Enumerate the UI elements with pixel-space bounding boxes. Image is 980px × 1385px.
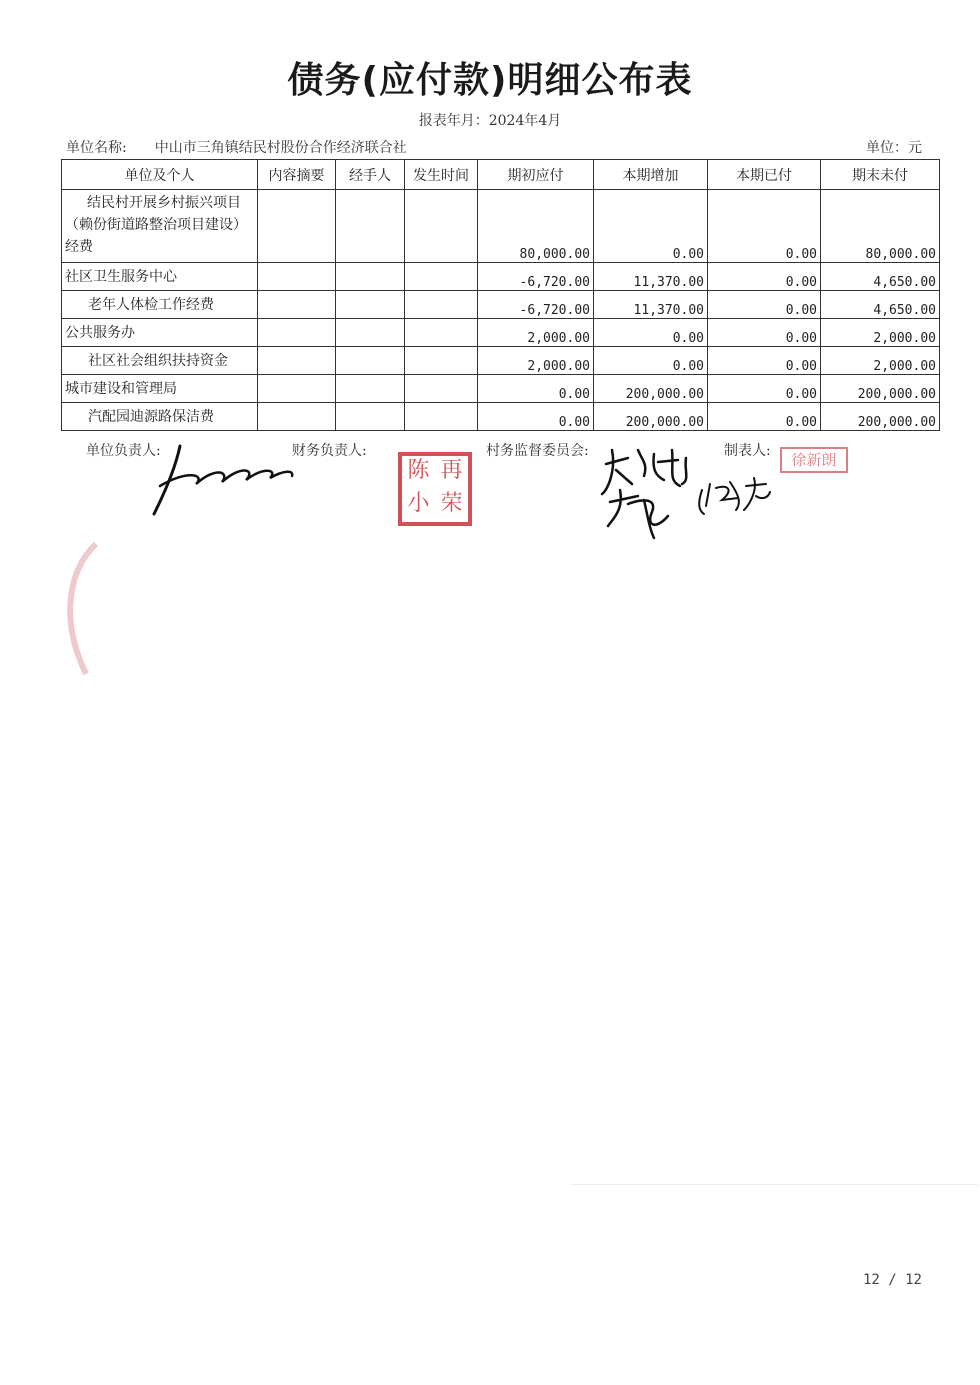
- row-summary: [258, 375, 336, 403]
- row-date: [405, 319, 478, 347]
- row-date: [405, 190, 478, 263]
- table-row: [62, 375, 940, 403]
- row-date: [405, 291, 478, 319]
- preparer-seal: 徐新朗: [780, 447, 848, 473]
- header-opening: 期初应付: [478, 160, 594, 190]
- row-date: [405, 403, 478, 431]
- row-handler: [336, 347, 405, 375]
- unit-name-line: [66, 137, 407, 157]
- row-closing: 200,000.00: [821, 375, 940, 403]
- row-handler: [336, 319, 405, 347]
- personal-seal: [398, 452, 472, 526]
- row-name: 社区社会组织扶持资金: [62, 347, 258, 375]
- row-summary: [258, 291, 336, 319]
- row-opening: 80,000.00: [478, 190, 594, 263]
- header-handler: 经手人: [336, 160, 405, 190]
- footer-line: [570, 1184, 978, 1185]
- seal-arc-mark: [56, 540, 116, 680]
- row-handler: [336, 190, 405, 263]
- currency-unit: 单位：元: [866, 140, 922, 156]
- row-handler: [336, 403, 405, 431]
- finance-head-label: 财务负责人:: [292, 443, 367, 459]
- row-closing: 4,650.00: [821, 263, 940, 291]
- row-opening: 2,000.00: [478, 347, 594, 375]
- row-date: [405, 375, 478, 403]
- row-summary: [258, 347, 336, 375]
- table-header-row: [62, 160, 940, 190]
- row-summary: [258, 319, 336, 347]
- seal-char: 荣: [440, 491, 463, 516]
- unit-head-label: 单位负责人:: [86, 443, 161, 459]
- supervision-committee-label: 村务监督委员会:: [486, 443, 589, 459]
- header-closing: 期末未付: [821, 160, 940, 190]
- table-row: [62, 403, 940, 431]
- page-number: 12 / 12: [862, 1272, 922, 1288]
- report-period: 报表年月：2024年4月: [418, 113, 562, 129]
- row-date: [405, 263, 478, 291]
- seal-char: 陈: [407, 458, 430, 483]
- row-paid: 0.00: [708, 291, 821, 319]
- seal-char: 再: [440, 458, 463, 483]
- row-closing: 80,000.00: [821, 190, 940, 263]
- row-increase: 200,000.00: [594, 375, 708, 403]
- header-summary: 内容摘要: [258, 160, 336, 190]
- row-name: 社区卫生服务中心: [62, 263, 258, 291]
- table-row: [62, 263, 940, 291]
- row-opening: 0.00: [478, 403, 594, 431]
- row-paid: 0.00: [708, 347, 821, 375]
- row-closing: 200,000.00: [821, 403, 940, 431]
- payables-table: [61, 159, 940, 431]
- row-name: 城市建设和管理局: [62, 375, 258, 403]
- row-handler: [336, 375, 405, 403]
- row-closing: 2,000.00: [821, 319, 940, 347]
- header-unit: 单位及个人: [62, 160, 258, 190]
- row-paid: 0.00: [708, 319, 821, 347]
- preparer-label: 制表人:: [724, 443, 771, 459]
- row-paid: 0.00: [708, 403, 821, 431]
- unit-name-value: 中山市三角镇结民村股份合作经济联合社: [154, 140, 407, 156]
- header-paid: 本期已付: [708, 160, 821, 190]
- row-handler: [336, 291, 405, 319]
- supervision-signatures: [598, 440, 778, 540]
- unit-name-label: 单位名称:: [66, 140, 127, 156]
- unit-head-signature: [146, 440, 306, 520]
- row-name: 老年人体检工作经费: [62, 291, 258, 319]
- row-date: [405, 347, 478, 375]
- row-paid: 0.00: [708, 263, 821, 291]
- row-increase: 0.00: [594, 319, 708, 347]
- row-name: 汽配园迪源路保洁费: [62, 403, 258, 431]
- row-handler: [336, 263, 405, 291]
- row-name: 结民村开展乡村振兴项目（赖份街道路整治项目建设）经费: [62, 190, 258, 263]
- row-summary: [258, 190, 336, 263]
- document-title: 债务(应付款)明细公布表: [287, 60, 693, 101]
- table-row: [62, 291, 940, 319]
- row-increase: 200,000.00: [594, 403, 708, 431]
- row-summary: [258, 403, 336, 431]
- row-closing: 2,000.00: [821, 347, 940, 375]
- table-row: [62, 347, 940, 375]
- row-increase: 11,370.00: [594, 263, 708, 291]
- row-summary: [258, 263, 336, 291]
- row-opening: -6,720.00: [478, 263, 594, 291]
- row-opening: -6,720.00: [478, 291, 594, 319]
- table-row: [62, 190, 940, 263]
- row-increase: 11,370.00: [594, 291, 708, 319]
- row-closing: 4,650.00: [821, 291, 940, 319]
- header-increase: 本期增加: [594, 160, 708, 190]
- table-row: [62, 319, 940, 347]
- header-date: 发生时间: [405, 160, 478, 190]
- seal-char: 小: [407, 491, 430, 516]
- row-increase: 0.00: [594, 190, 708, 263]
- row-name: 公共服务办: [62, 319, 258, 347]
- row-opening: 0.00: [478, 375, 594, 403]
- row-opening: 2,000.00: [478, 319, 594, 347]
- row-increase: 0.00: [594, 347, 708, 375]
- row-paid: 0.00: [708, 190, 821, 263]
- row-paid: 0.00: [708, 375, 821, 403]
